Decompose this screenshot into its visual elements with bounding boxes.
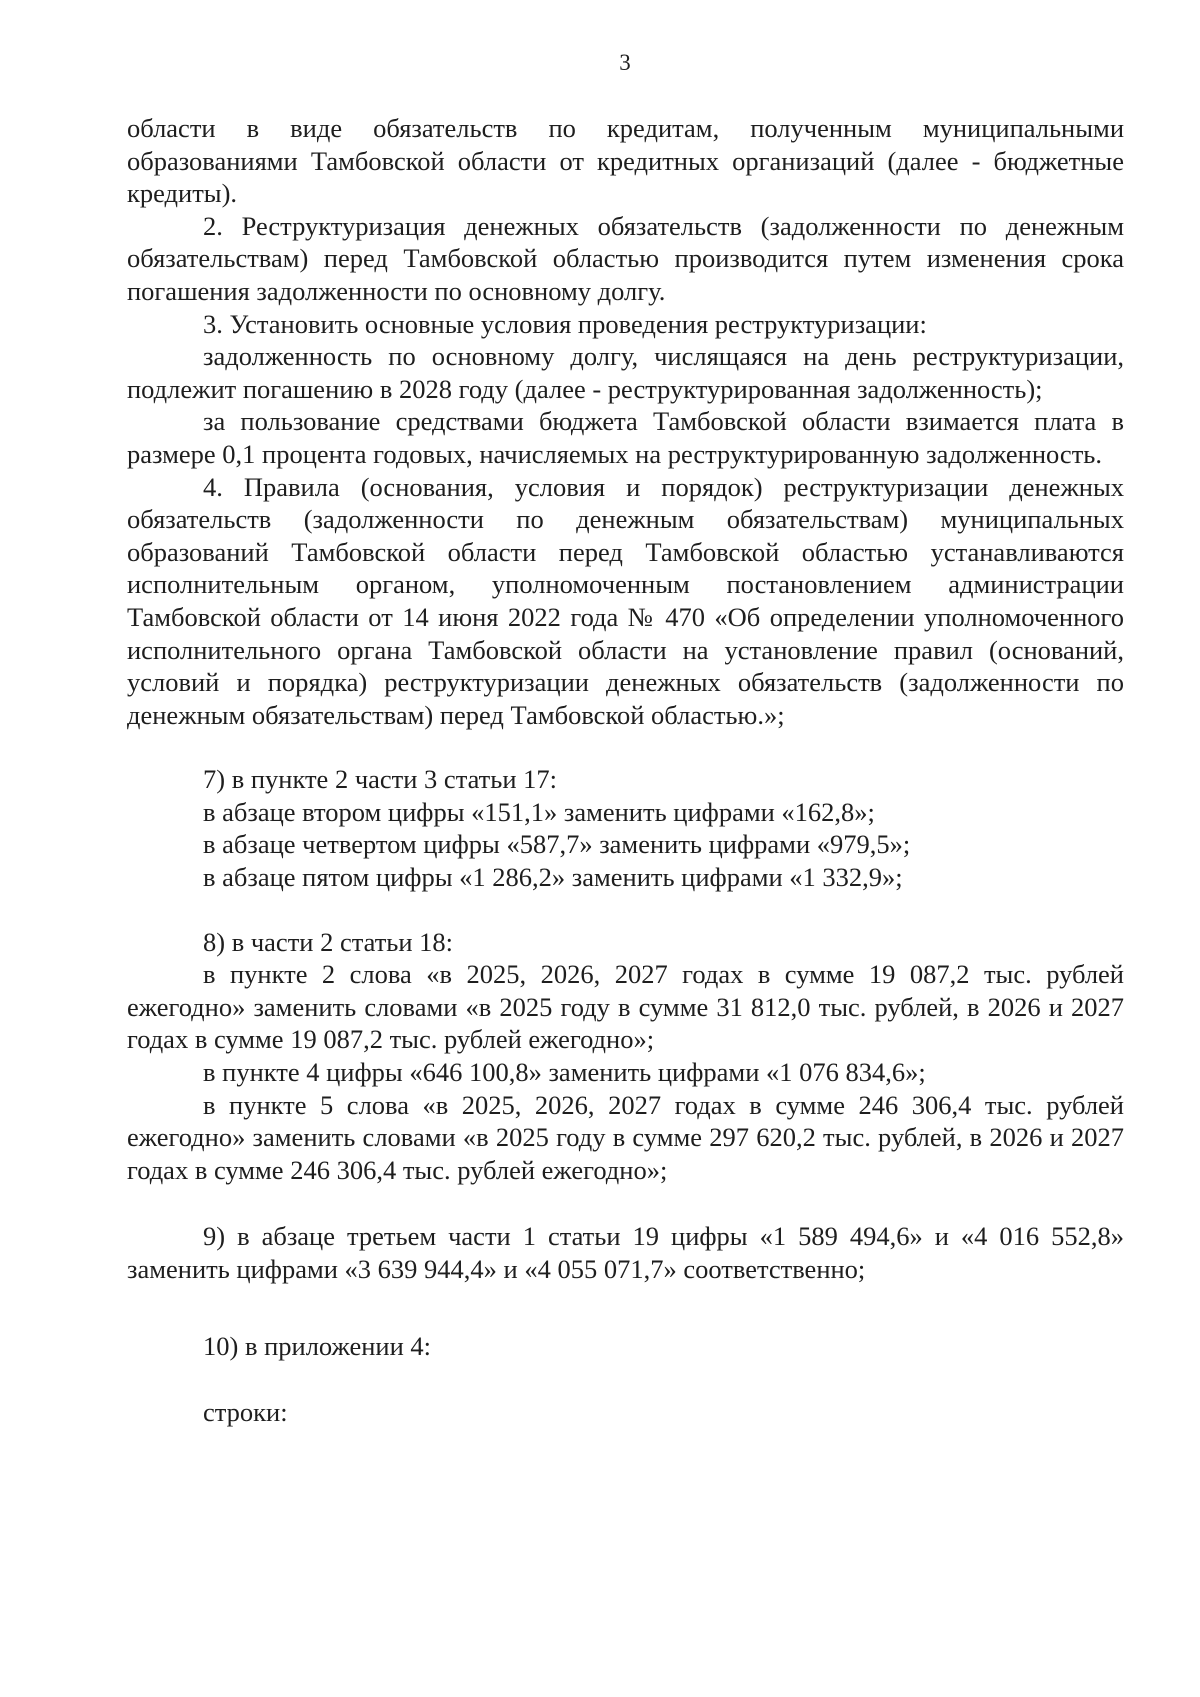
paragraph-amendment-8-line-2: в пункте 4 цифры «646 100,8» заменить цифрами «1 076 834,6»; bbox=[203, 1057, 926, 1088]
section-gap bbox=[127, 1286, 1124, 1330]
section-gap bbox=[127, 1186, 1124, 1220]
section-gap bbox=[127, 731, 1124, 763]
paragraph-amendment-7-line-3: в абзаце пятом цифры «1 286,2» заменить цифрами «1 332,9»; bbox=[203, 862, 903, 893]
paragraph-amendment-8-line-1: в пункте 2 слова «в 2025, 2026, 2027 годах в сумме 19 087,2 тыс. рублей ежегодно» заменить словами «в 2025 году в сумме 31 812,0 тыс. рублей, в 2026 и 2027 годах в сумме 19 087,2 тыс. рублей ежегодно»; bbox=[127, 959, 1124, 1055]
paragraph-amendment-7-line-1: в абзаце втором цифры «151,1» заменить цифрами «162,8»; bbox=[203, 796, 875, 827]
page-number: 3 bbox=[619, 50, 631, 75]
paragraph-item-3: 3. Установить основные условия проведения реструктуризации: bbox=[203, 308, 927, 339]
paragraph-amendment-7: 7) в пункте 2 части 3 статьи 17: bbox=[203, 764, 558, 795]
paragraph-item-3-condition-b: за пользование средствами бюджета Тамбовской области взимается плата в размере 0,1 процента годовых, начисляемых на реструктурированную задолженность. bbox=[127, 406, 1124, 469]
section-gap bbox=[127, 1362, 1124, 1396]
paragraph-amendment-10: 10) в приложении 4: bbox=[203, 1330, 432, 1361]
paragraph-item-3-condition-a: задолженность по основному долгу, числящаяся на день реструктуризации, подлежит погашению в 2028 году (далее - реструктурированная задолженность); bbox=[127, 341, 1124, 404]
paragraph-amendment-8: 8) в части 2 статьи 18: bbox=[203, 926, 454, 957]
document-body bbox=[127, 112, 1124, 1429]
section-gap bbox=[127, 894, 1124, 926]
paragraph-item-2: 2. Реструктуризация денежных обязательств (задолженности по денежным обязательствам) перед Тамбовской областью производится путем изменения срока погашения задолженности по основному долгу. bbox=[127, 210, 1124, 306]
paragraph-amendment-7-line-2: в абзаце четвертом цифры «587,7» заменить цифрами «979,5»; bbox=[203, 829, 911, 860]
paragraph-amendment-8-line-3: в пункте 5 слова «в 2025, 2026, 2027 годах в сумме 246 306,4 тыс. рублей ежегодно» заменить словами «в 2025 году в сумме 297 620,2 тыс. рублей, в 2026 и 2027 годах в сумме 246 306,4 тыс. рублей ежегодно»; bbox=[127, 1089, 1124, 1185]
paragraph-amendment-10-rows: строки: bbox=[203, 1397, 288, 1428]
paragraph-amendment-9: 9) в абзаце третьем части 1 статьи 19 цифры «1 589 494,6» и «4 016 552,8» заменить цифрами «3 639 944,4» и «4 055 071,7» соответственно; bbox=[127, 1221, 1124, 1284]
paragraph-intro-continuation: области в виде обязательств по кредитам, полученным муниципальными образованиями Тамбовской области от кредитных организаций (далее - бюджетные кредиты). bbox=[127, 113, 1124, 209]
paragraph-item-4: 4. Правила (основания, условия и порядок) реструктуризации денежных обязательств (задолженности по денежным обязательствам) муниципальных образований Тамбовской области перед Тамбовской областью устанавливаются исполнительным органом, уполномоченным постановлением администрации Тамбовской области от 14 июня 2022 года № 470 «Об определении уполномоченного исполнительного органа Тамбовской области на установление правил (оснований, условий и порядка) реструктуризации денежных обязательств (задолженности по денежным обязательствам) перед Тамбовской областью.»; bbox=[127, 471, 1124, 730]
